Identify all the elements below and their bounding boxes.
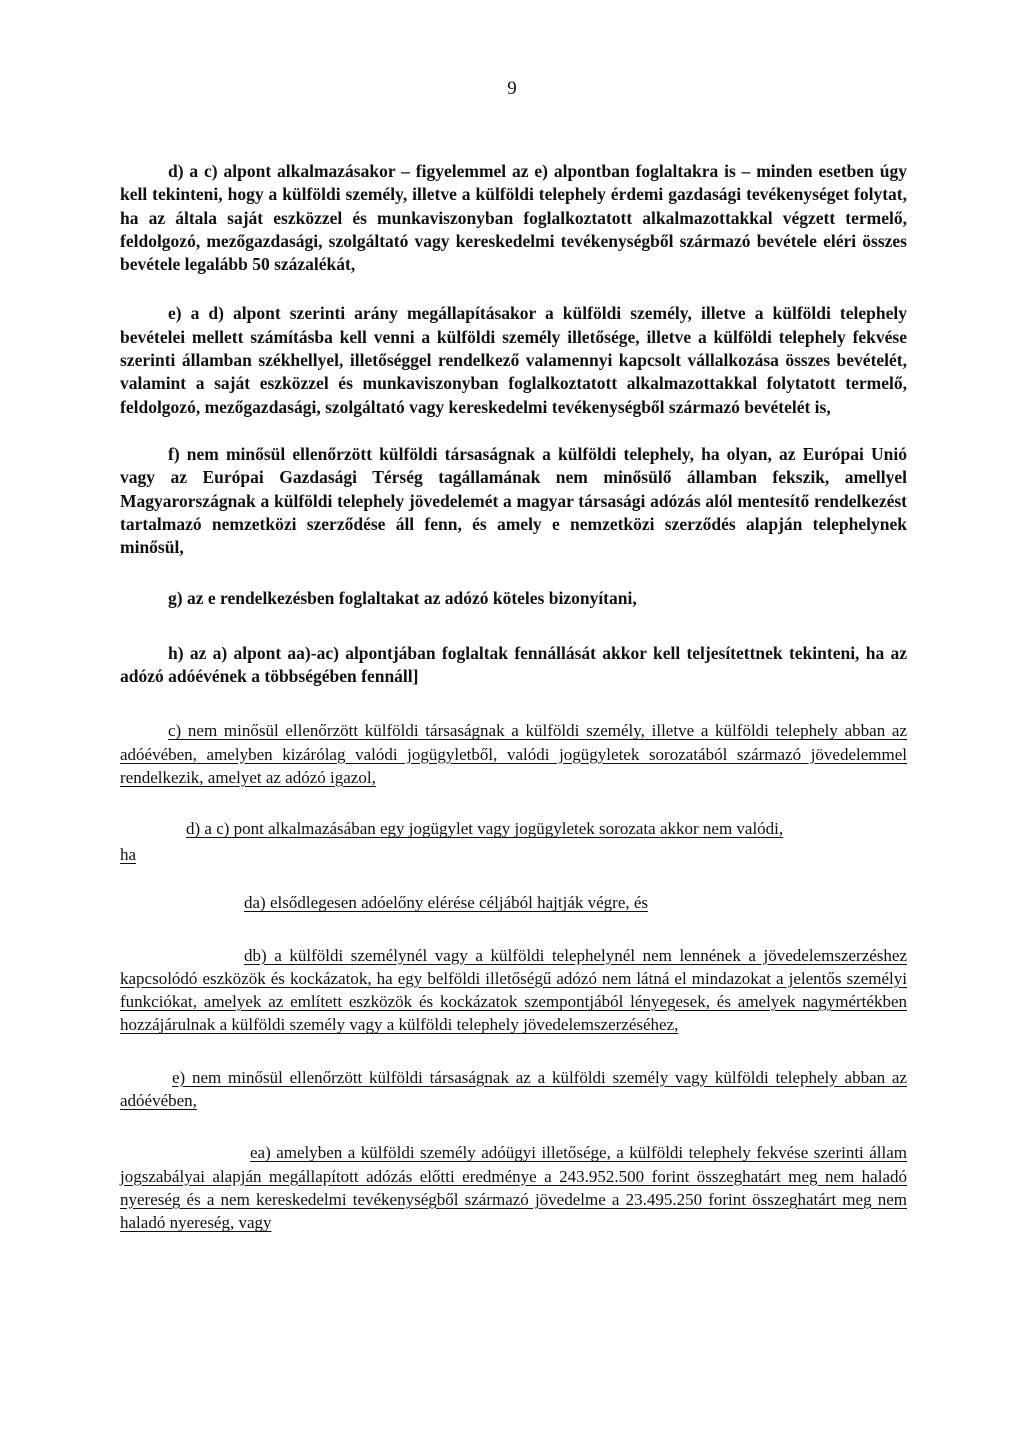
paragraph-f: f) nem minősül ellenőrzött külföldi társaságnak a külföldi telephely, ha olyan, az Európai Unió vagy az Európai Gazdasági Térség tagállamának nem minősülő államban fekszik, amellyel Magyarországnak a külföldi telephely jövedelemét a magyar társasági adózás alól mentesítő rendelkezést tartalmazó nemzetközi szerződése áll fenn, és amely e nemzetközi szerződés alapján telephelynek minősül, bbox=[120, 443, 907, 558]
paragraph-e-amended: e) nem minősül ellenőrzött külföldi társaságnak az a külföldi személy vagy külföldi telephely abban az adóévében, bbox=[120, 1067, 907, 1111]
document-body bbox=[120, 160, 907, 1235]
paragraph-db: db) a külföldi személynél vagy a külföldi telephelynél nem lennének a jövedelemszerzéshez kapcsolódó eszközök és kockázatok, ha egy belföldi illetőségű adózó nem látná el mindazokat a jelentős személyi funkciókat, amelyek az említett eszközök és kockázatok szempontjából lényegesek, és amelyek nagymértékben hozzájárulnak a külföldi személy vagy a külföldi telephely jövedelemszerzéséhez, bbox=[120, 945, 907, 1035]
paragraph-g: g) az e rendelkezésben foglaltakat az adózó köteles bizonyítani, bbox=[168, 588, 637, 609]
paragraph-ea: ea) amelyben a külföldi személy adóügyi illetősége, a külföldi telephely fekvése szerinti állam jogszabályai alapján megállapított adózás előtti eredménye a 243.952.500 forint összeghatárt meg nem haladó nyereség és a nem kereskedelmi tevékenységből származó jövedelme a 23.495.250 forint összeghatárt meg nem haladó nyereség, vagy bbox=[120, 1143, 907, 1233]
paragraph-d-amended: d) a c) pont alkalmazásában egy jogügylet vagy jogügyletek sorozata akkor nem valódi, bbox=[186, 819, 784, 839]
paragraph-d-amended-block bbox=[120, 819, 907, 877]
paragraph-e: e) a d) alpont szerinti arány megállapításakor a külföldi személy, illetve a külföldi telephely bevételei mellett számításba kell venni a külföldi személy illetősége, illetve a külföldi telephely fekvése szerinti államban székhellyel, illetőséggel rendelkező valamennyi kapcsolt vállalkozása összes bevételét, valamint a saját eszközzel és munkaviszonyban foglalkoztatott alkalmazottakkal folytatott termelő, feldolgozó, mezőgazdasági, szolgáltató vagy kereskedelmi tevékenységből származó bevételét is, bbox=[120, 303, 907, 417]
paragraph-h: h) az a) alpont aa)-ac) alpontjában foglaltak fennállását akkor kell teljesítettnek tekinteni, ha az adózó adóévének a többségében fennáll] bbox=[120, 642, 907, 687]
paragraph-da: da) elsődlegesen adóelőny elérése céljából hajtják végre, és bbox=[244, 893, 649, 913]
paragraph-c-amended: c) nem minősül ellenőrzött külföldi társaságnak a külföldi személy, illetve a külföldi telephely abban az adóévében, amelyben kizárólag valódi jogügyletből, valódi jogügyletek sorozatából származó jövedelemmel rendelkezik, amelyet az adózó igazol, bbox=[120, 721, 907, 787]
page-number: 9 bbox=[507, 78, 517, 99]
paragraph-ha-word: ha bbox=[120, 845, 137, 865]
paragraph-d: d) a c) alpont alkalmazásakor – figyelemmel az e) alpontban foglaltakra is – minden esetben úgy kell tekinteni, hogy a külföldi személy, illetve a külföldi telephely érdemi gazdasági tevékenységet folytat, ha az általa saját eszközzel és munkaviszonyban foglalkoztatott alkalmazottakkal végzett termelő, feldolgozó, mezőgazdasági, szolgáltató vagy kereskedelmi tevékenységből származó bevétele eléri összes bevétele legalább 50 százalékát, bbox=[120, 161, 907, 275]
